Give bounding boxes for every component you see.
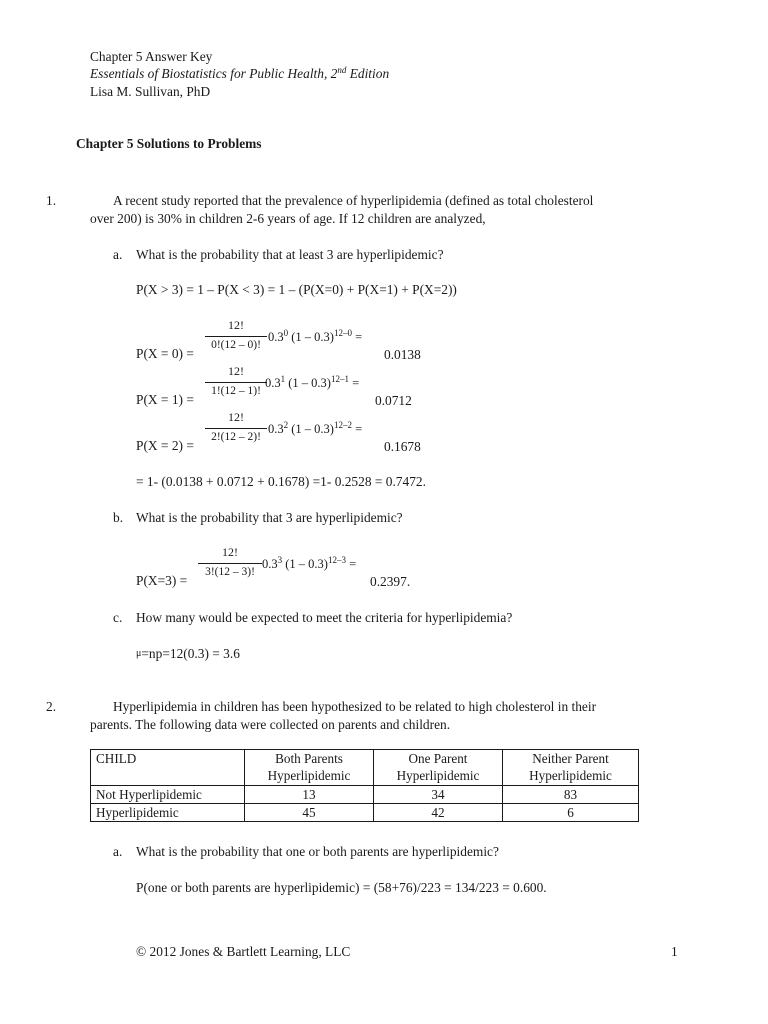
col-neither-line2: Hyperlipidemic	[529, 768, 612, 783]
table-row	[91, 786, 639, 804]
table-col-one	[374, 750, 503, 786]
px0-expression	[268, 329, 362, 345]
problem-1c-label: c.	[113, 610, 123, 625]
problem-1a-label: a.	[113, 247, 123, 262]
px0-denominator: 0!(12 – 0)!	[205, 336, 267, 353]
problem-2a-label: a.	[113, 844, 123, 859]
px1-expression	[265, 375, 359, 391]
table-cell: 83	[503, 786, 639, 804]
px3-eq: =	[349, 557, 357, 571]
problem-1-text-line2: over 200) is 30% in children 2-6 years of age. If 12 children are analyzed,	[90, 211, 486, 226]
table-corner: CHILD	[91, 750, 245, 786]
problem-1a-question: What is the probability that at least 3 are hyperlipidemic?	[136, 247, 444, 262]
problem-2a-question: What is the probability that one or both parents are hyperlipidemic?	[136, 844, 499, 859]
col-one-line2: Hyperlipidemic	[396, 768, 480, 783]
px2-base: 0.3	[268, 422, 284, 436]
table-cell: 45	[245, 804, 374, 822]
px0-eq: =	[355, 330, 363, 344]
px3-mid: (1 – 0.3)	[285, 557, 328, 571]
px3-fraction	[198, 545, 262, 580]
problem-2a-answer: P(one or both parents are hyperlipidemic) = (58+76)/223 = 134/223 = 0.600.	[136, 880, 547, 895]
px2-numerator: 12!	[228, 410, 244, 424]
px1-base: 0.3	[265, 376, 281, 390]
px1-fraction	[205, 364, 267, 399]
px1-result: 0.0712	[375, 393, 412, 408]
px0-exp1: 0	[283, 328, 289, 338]
px1-lhs: P(X = 1) =	[136, 392, 194, 407]
problem-2-text-line1: Hyperlipidemia in children has been hypothesized to be related to high cholesterol in their	[113, 699, 597, 714]
px3-exp2: 12–3	[327, 555, 346, 565]
problem-1b-question: What is the probability that 3 are hyperlipidemic?	[136, 510, 403, 525]
table-cell: 13	[245, 786, 374, 804]
px3-lhs: P(X=3) =	[136, 573, 188, 588]
px2-fraction	[205, 410, 267, 445]
problem-2-number: 2.	[46, 699, 57, 714]
px0-lhs: P(X = 0) =	[136, 346, 194, 361]
table-col-neither	[503, 750, 639, 786]
px3-base: 0.3	[262, 557, 278, 571]
header-title: Chapter 5 Answer Key	[90, 49, 213, 64]
parent-child-table	[90, 749, 639, 822]
problem-1c-question: How many would be expected to meet the criteria for hyperlipidemia?	[136, 610, 513, 625]
px3-exp1: 3	[277, 555, 283, 565]
col-one-line1: One Parent	[408, 751, 468, 766]
px1-numerator: 12!	[228, 364, 244, 378]
px2-exp1: 2	[283, 420, 289, 430]
problem-1c-answer-line	[136, 645, 240, 662]
header-book-title	[90, 65, 389, 82]
col-neither-line1: Neither Parent	[532, 751, 609, 766]
px0-fraction	[205, 318, 267, 353]
px0-exp2: 12–0	[333, 328, 352, 338]
problem-2-text-line2: parents. The following data were collected on parents and children.	[90, 717, 451, 732]
problem-1a-sum: = 1- (0.0138 + 0.0712 + 0.1678) =1- 0.2528 = 0.7472.	[136, 474, 426, 489]
px2-eq: =	[355, 422, 363, 436]
table-cell: 6	[503, 804, 639, 822]
table-col-both	[245, 750, 374, 786]
mu-symbol: μ	[136, 648, 142, 659]
px1-mid: (1 – 0.3)	[288, 376, 331, 390]
px0-result: 0.0138	[384, 347, 421, 362]
px3-result: 0.2397.	[370, 574, 411, 589]
col-both-line2: Hyperlipidemic	[267, 768, 351, 783]
book-title-text: Essentials of Biostatistics for Public Health, 2	[90, 66, 338, 81]
px2-mid: (1 – 0.3)	[291, 422, 334, 436]
header-author: Lisa M. Sullivan, PhD	[90, 84, 211, 99]
px3-denominator: 3!(12 – 3)!	[198, 563, 262, 580]
col-both-line1: Both Parents	[275, 751, 343, 766]
px2-exp2: 12–2	[333, 420, 352, 430]
row-label: Hyperlipidemic	[91, 804, 245, 822]
problem-1c-answer: =np=12(0.3) = 3.6	[141, 646, 240, 661]
px0-base: 0.3	[268, 330, 284, 344]
page-number: 1	[671, 944, 678, 959]
px1-denominator: 1!(12 – 1)!	[205, 382, 267, 399]
problem-1-number: 1.	[46, 193, 57, 208]
px1-exp2: 12–1	[330, 374, 349, 384]
book-title-sup: nd	[337, 65, 347, 75]
px0-numerator: 12!	[228, 318, 244, 332]
px3-expression	[262, 556, 356, 572]
section-title: Chapter 5 Solutions to Problems	[76, 136, 262, 151]
problem-1a-formula: P(X > 3) = 1 – P(X < 3) = 1 – (P(X=0) + P(X=1) + P(X=2))	[136, 282, 457, 297]
book-title-edition: Edition	[346, 66, 390, 81]
row-label: Not Hyperlipidemic	[91, 786, 245, 804]
px0-mid: (1 – 0.3)	[291, 330, 334, 344]
px3-numerator: 12!	[222, 545, 238, 559]
px2-expression	[268, 421, 362, 437]
px2-lhs: P(X = 2) =	[136, 438, 194, 453]
px1-exp1: 1	[280, 374, 286, 384]
problem-1b-label: b.	[113, 510, 124, 525]
table-row	[91, 804, 639, 822]
px2-denominator: 2!(12 – 2)!	[205, 428, 267, 445]
table-cell: 34	[374, 786, 503, 804]
table-header-row	[91, 750, 639, 786]
px2-result: 0.1678	[384, 439, 421, 454]
problem-1-text-line1: A recent study reported that the prevalence of hyperlipidemia (defined as total cholesterol	[113, 193, 594, 208]
table-cell: 42	[374, 804, 503, 822]
px1-eq: =	[352, 376, 360, 390]
footer-copyright: © 2012 Jones & Bartlett Learning, LLC	[136, 944, 351, 959]
